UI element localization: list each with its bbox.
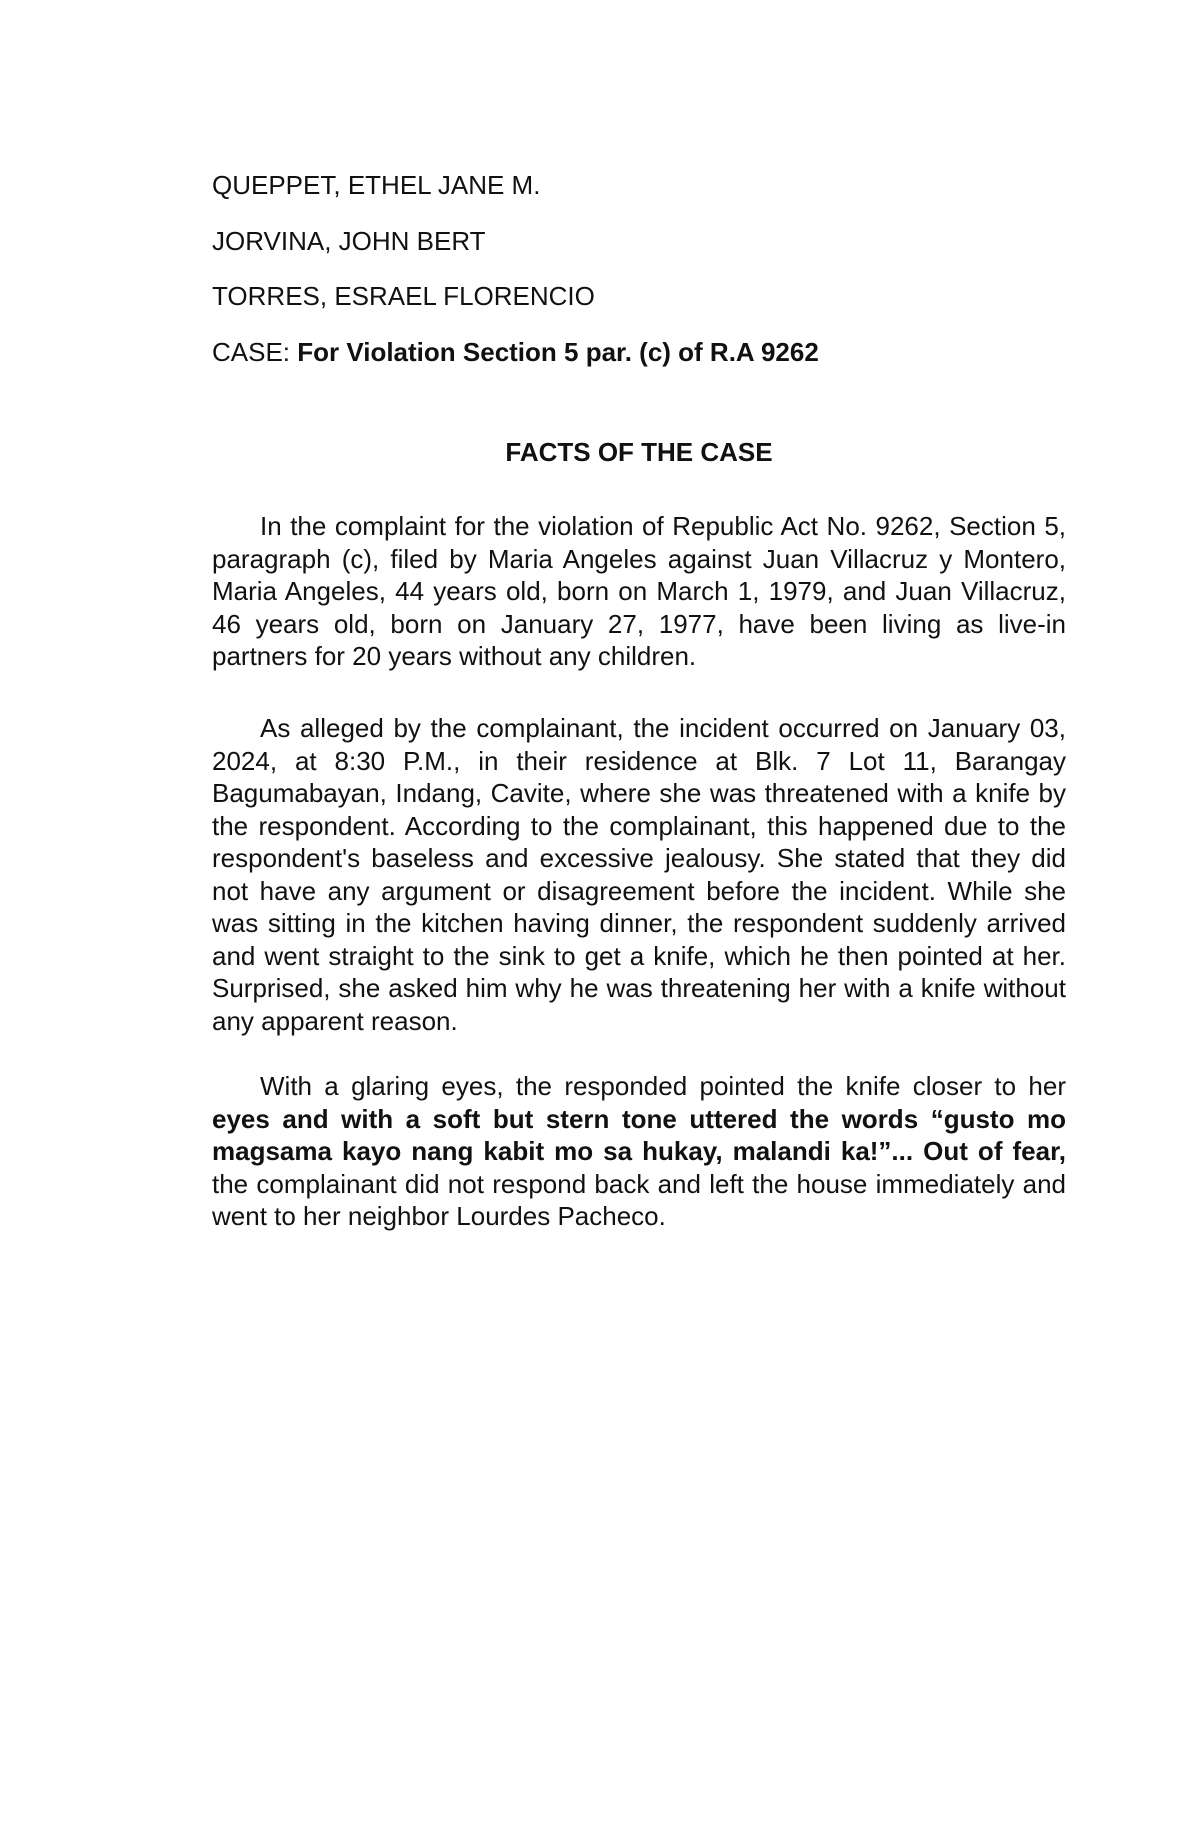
respondent-name-3: TORRES, ESRAEL FLORENCIO xyxy=(212,281,595,311)
paragraph-threat-quote: eyes and with a soft but stern tone uttered the words “gusto mo magsama kayo nang kabit mo sa hukay, malandi ka!”... Out of fear, xyxy=(212,1103,1066,1166)
document-page xyxy=(212,0,1066,1835)
section-heading: FACTS OF THE CASE xyxy=(505,437,773,467)
case-label: CASE: xyxy=(212,337,298,367)
paragraph-complaint xyxy=(212,510,1066,673)
case-line xyxy=(212,337,819,367)
paragraph-incident xyxy=(212,712,1066,1037)
respondent-name-1: QUEPPET, ETHEL JANE M. xyxy=(212,170,541,200)
paragraph-complaint-text: In the complaint for the violation of Republic Act No. 9262, Section 5, paragraph (c), filed by Maria Angeles against Juan Villacruz y Montero, Maria Angeles, 44 years old, born on March 1, 1979, and Juan Villacruz, 46 years old, born on January 27, 1977, have been living as live-in partners for 20 years without any children. xyxy=(212,511,1066,671)
paragraph-threat-text-1: With a glaring eyes, the responded pointed the knife closer to her xyxy=(260,1071,1066,1101)
paragraph-incident-text: As alleged by the complainant, the incident occurred on January 03, 2024, at 8:30 P.M., in their residence at Blk. 7 Lot 11, Barangay Bagumabayan, Indang, Cavite, where she was threatened with a knife by the respondent. According to the complainant, this happened due to the respondent's baseless and excessive jealousy. She stated that they did not have any argument or disagreement before the incident. While she was sitting in the kitchen having dinner, the respondent suddenly arrived and went straight to the sink to get a knife, which he then pointed at her. Surprised, she asked him why he was threatening her with a knife without any apparent reason. xyxy=(212,713,1066,1036)
case-title: For Violation Section 5 par. (c) of R.A 9262 xyxy=(297,337,819,367)
paragraph-threat xyxy=(212,1070,1066,1233)
respondent-name-2: JORVINA, JOHN BERT xyxy=(212,226,486,256)
paragraph-threat-text-2: the complainant did not respond back and left the house immediately and went to her neighbor Lourdes Pacheco. xyxy=(212,1168,1066,1231)
